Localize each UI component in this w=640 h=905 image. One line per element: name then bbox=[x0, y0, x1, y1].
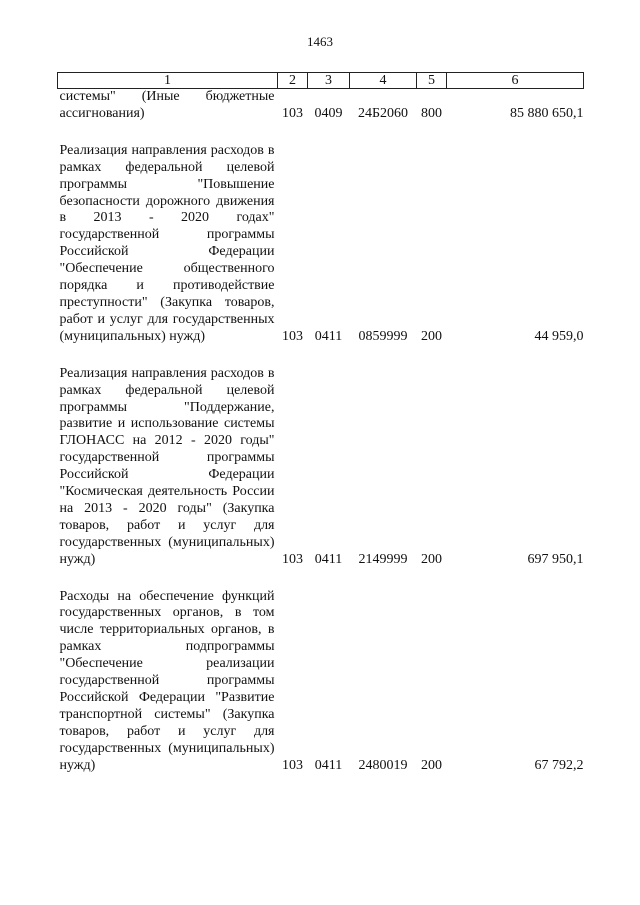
column-header: 3 bbox=[308, 73, 350, 89]
table-row bbox=[58, 589, 584, 775]
row-description: Реализация направления расходов в рамках федеральной целевой программы "Повышение безопасности дорожного движения в 2013 - 2020 годах" государственной программы Российской Федерации "Обеспечение общественного порядка и противодействие преступности" (Закупка товаров, работ и услуг для государственных (муниципальных) нужд) bbox=[59, 142, 275, 344]
row-code-col5: 800 bbox=[421, 105, 442, 121]
row-code-col5: 200 bbox=[421, 551, 442, 567]
row-code-col2: 103 bbox=[282, 551, 303, 567]
column-header: 5 bbox=[417, 73, 447, 89]
row-description: Реализация направления расходов в рамках федеральной целевой программы "Поддержание, развитие и использование системы ГЛОНАСС на 2012 - 2020 годы" государственной программы Российской Федерации "Космическая деятельность России на 2013 - 2020 годы" (Закупка товаров, работ и услуг для государственных (муниципальных) нужд) bbox=[59, 365, 275, 567]
row-amount: 44 959,0 bbox=[534, 328, 584, 344]
row-code-col5: 200 bbox=[421, 328, 442, 344]
row-amount: 85 880 650,1 bbox=[510, 105, 584, 121]
row-spacer bbox=[58, 346, 584, 366]
table-row bbox=[58, 366, 584, 569]
row-code-col4: 0859999 bbox=[358, 328, 408, 344]
row-code-col3: 0411 bbox=[314, 328, 343, 344]
row-description: системы" (Иные бюджетные ассигнования) bbox=[59, 89, 275, 121]
row-code-col3: 0411 bbox=[314, 757, 343, 773]
column-header: 1 bbox=[58, 73, 278, 89]
row-spacer bbox=[58, 123, 584, 143]
row-code-col3: 0409 bbox=[314, 105, 343, 121]
row-code-col4: 2480019 bbox=[358, 757, 408, 773]
row-description: Расходы на обеспечение функций государственных органов, в том числе территориальных органов, в рамках подпрограммы "Обеспечение реализации государственной программы Российской Федерации "Развитие транспортной системы" (Закупка товаров, работ и услуг для государственных (муниципальных) нужд) bbox=[59, 588, 275, 773]
row-code-col4: 24Б2060 bbox=[357, 105, 409, 121]
budget-table bbox=[57, 72, 584, 775]
row-code-col2: 103 bbox=[282, 105, 303, 121]
row-code-col4: 2149999 bbox=[358, 551, 408, 567]
column-header: 2 bbox=[278, 73, 308, 89]
table-row bbox=[58, 89, 584, 123]
row-spacer bbox=[58, 569, 584, 589]
row-amount: 67 792,2 bbox=[534, 757, 584, 773]
row-code-col5: 200 bbox=[421, 757, 442, 773]
column-header: 6 bbox=[447, 73, 584, 89]
table-row bbox=[58, 143, 584, 346]
column-header: 4 bbox=[350, 73, 417, 89]
row-amount: 697 950,1 bbox=[527, 551, 584, 567]
table-header-row bbox=[58, 73, 584, 89]
row-code-col2: 103 bbox=[282, 757, 303, 773]
row-code-col2: 103 bbox=[282, 328, 303, 344]
row-code-col3: 0411 bbox=[314, 551, 343, 567]
page-number: 1463 bbox=[307, 34, 333, 49]
